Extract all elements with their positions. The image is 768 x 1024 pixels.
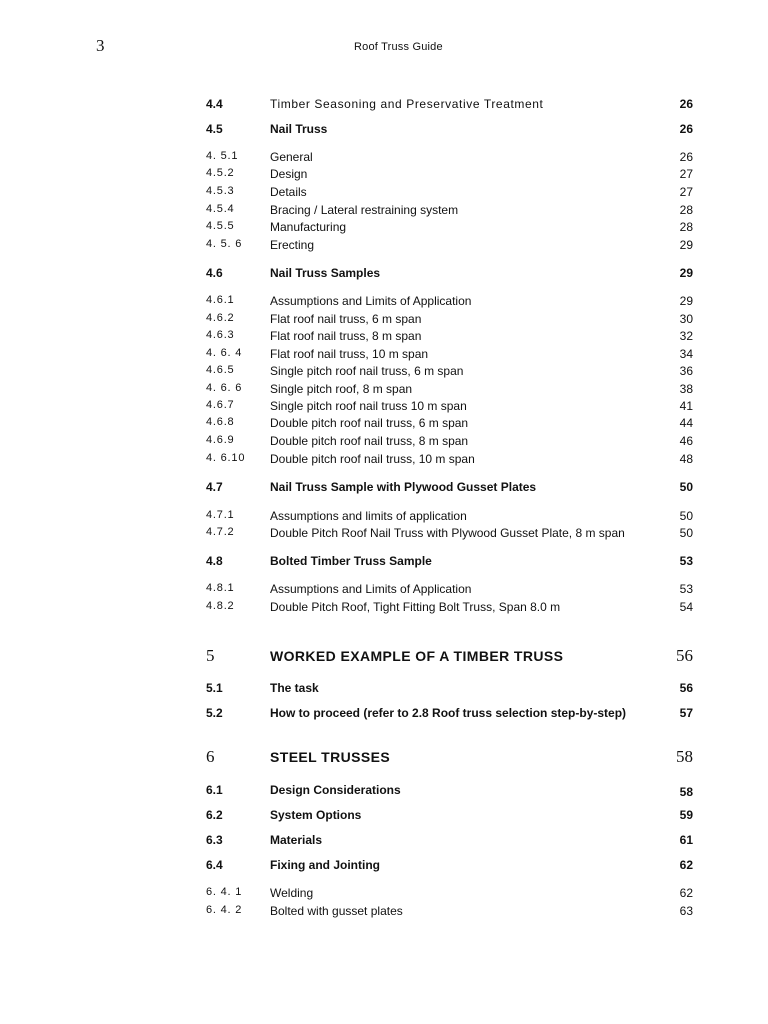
toc-entry-title: Design Considerations — [270, 783, 401, 797]
toc-entry-6-4 — [0, 858, 768, 874]
toc-entry-4-5-1 — [0, 150, 768, 166]
toc-entry-title: Details — [270, 185, 307, 199]
toc-entry-number: 4.6.5 — [206, 364, 235, 376]
toc-entry-4-5 — [0, 122, 768, 138]
toc-entry-page: 50 — [679, 526, 693, 540]
toc-chapter-5 — [0, 646, 768, 666]
toc-entry-4-8 — [0, 554, 768, 570]
toc-entry-title: Fixing and Jointing — [270, 858, 380, 872]
toc-entry-page: 58 — [679, 785, 693, 799]
toc-entry-6-1 — [0, 783, 768, 799]
toc-entry-number: 4.5 — [206, 122, 223, 136]
toc-entry-number: 4. 5.1 — [206, 150, 239, 162]
toc-entry-4-7-2 — [0, 526, 768, 542]
toc-entry-page: 50 — [679, 509, 693, 523]
toc-entry-4-5-3 — [0, 185, 768, 201]
toc-entry-page: 38 — [679, 382, 693, 396]
toc-entry-page: 26 — [679, 150, 693, 164]
toc-entry-4-7 — [0, 480, 768, 496]
toc-entry-page: 48 — [679, 452, 693, 466]
toc-entry-number: 4.6 — [206, 266, 223, 280]
toc-entry-number: 4.6.1 — [206, 294, 235, 306]
toc-entry-4-6-10 — [0, 452, 768, 468]
toc-entry-title: Single pitch roof, 8 m span — [270, 382, 413, 396]
toc-entry-number: 5 — [206, 646, 215, 665]
toc-entry-title: Nail Truss Sample with Plywood Gusset Plates — [270, 480, 537, 494]
toc-entry-number: 4.8 — [206, 554, 223, 568]
toc-entry-title: Double pitch roof nail truss, 8 m span — [270, 434, 469, 448]
toc-entry-page: 56 — [679, 681, 693, 695]
toc-entry-title: Flat roof nail truss, 8 m span — [270, 329, 422, 343]
toc-entry-page: 54 — [679, 600, 693, 614]
toc-entry-4-8-2 — [0, 600, 768, 616]
running-header: Roof Truss Guide — [354, 41, 443, 53]
toc-entry-page: 58 — [676, 747, 693, 766]
toc-entry-number: 4.8.2 — [206, 600, 235, 612]
toc-entry-title: STEEL TRUSSES — [270, 749, 391, 765]
toc-entry-page: 27 — [679, 185, 693, 199]
toc-entry-page: 62 — [679, 858, 693, 872]
toc-entry-page: 29 — [679, 294, 693, 308]
toc-entry-title: Double Pitch Roof, Tight Fitting Bolt Truss, Span 8.0 m — [270, 600, 561, 614]
toc-entry-title: WORKED EXAMPLE OF A TIMBER TRUSS — [270, 648, 564, 664]
toc-entry-page: 62 — [679, 886, 693, 900]
toc-entry-title: Materials — [270, 833, 323, 847]
toc-entry-4-6-6 — [0, 382, 768, 398]
toc-entry-number: 6.1 — [206, 783, 223, 797]
toc-entry-number: 4.5.5 — [206, 220, 235, 232]
toc-entry-title: System Options — [270, 808, 362, 822]
toc-entry-number: 6 — [206, 747, 215, 766]
toc-entry-4-6-8 — [0, 416, 768, 432]
toc-entry-page: 50 — [679, 480, 693, 494]
toc-entry-page: 30 — [679, 312, 693, 326]
toc-entry-page: 57 — [679, 706, 693, 720]
toc-entry-number: 4.6.3 — [206, 329, 235, 341]
toc-entry-4-5-5 — [0, 220, 768, 236]
toc-entry-title: How to proceed (refer to 2.8 Roof truss selection step-by-step) — [270, 706, 627, 720]
toc-entry-page: 56 — [676, 646, 693, 665]
toc-entry-number: 4.5.3 — [206, 185, 235, 197]
toc-entry-page: 28 — [679, 220, 693, 234]
toc-entry-page: 26 — [679, 122, 693, 136]
toc-entry-4-6-9 — [0, 434, 768, 450]
toc-entry-page: 29 — [679, 238, 693, 252]
toc-entry-4-5-2 — [0, 167, 768, 183]
toc-entry-title: Bolted Timber Truss Sample — [270, 554, 432, 568]
toc-entry-title: Assumptions and Limits of Application — [270, 294, 472, 308]
toc-entry-title: Design — [270, 167, 308, 181]
toc-entry-4-6-3 — [0, 329, 768, 345]
toc-entry-title: Double pitch roof nail truss, 6 m span — [270, 416, 469, 430]
toc-entry-title: Assumptions and Limits of Application — [270, 582, 472, 596]
toc-entry-6-2 — [0, 808, 768, 824]
toc-entry-title: General — [270, 150, 313, 164]
toc-entry-page: 27 — [679, 167, 693, 181]
toc-entry-4-6-1 — [0, 294, 768, 310]
toc-entry-title: Bolted with gusset plates — [270, 904, 403, 918]
toc-entry-number: 4. 5. 6 — [206, 238, 243, 250]
toc-entry-title: Single pitch roof nail truss 10 m span — [270, 399, 467, 413]
toc-entry-number: 4.5.4 — [206, 203, 235, 215]
toc-entry-number: 4. 6. 4 — [206, 347, 243, 359]
toc-entry-page: 63 — [679, 904, 693, 918]
toc-entry-title: Timber Seasoning and Preservative Treatment — [270, 97, 544, 111]
toc-entry-6-3 — [0, 833, 768, 849]
toc-entry-4-6-7 — [0, 399, 768, 415]
toc-entry-title: Double pitch roof nail truss, 10 m span — [270, 452, 475, 466]
toc-entry-number: 4.7 — [206, 480, 223, 494]
toc-entry-page: 44 — [679, 416, 693, 430]
page-number: 3 — [96, 36, 105, 55]
toc-entry-number: 6.3 — [206, 833, 223, 847]
toc-entry-number: 4.4 — [206, 97, 223, 111]
toc-entry-title: Assumptions and limits of application — [270, 509, 467, 523]
toc-entry-number: 6. 4. 2 — [206, 904, 243, 916]
toc-entry-number: 4. 6. 6 — [206, 382, 243, 394]
toc-entry-page: 61 — [679, 833, 693, 847]
toc-entry-title: Nail Truss — [270, 122, 328, 136]
toc-entry-title: Manufacturing — [270, 220, 347, 234]
toc-entry-number: 4.6.2 — [206, 312, 235, 324]
toc-entry-number: 4.7.1 — [206, 509, 235, 521]
toc-entry-number: 4. 6.10 — [206, 452, 246, 464]
toc-entry-title: Flat roof nail truss, 6 m span — [270, 312, 422, 326]
toc-entry-number: 6. 4. 1 — [206, 886, 243, 898]
toc-entry-4-6-5 — [0, 364, 768, 380]
toc-entry-page: 53 — [679, 554, 693, 568]
toc-entry-4-5-4 — [0, 203, 768, 219]
toc-entry-title: The task — [270, 681, 319, 695]
toc-entry-5-2 — [0, 706, 768, 722]
toc-entry-4-7-1 — [0, 509, 768, 525]
toc-entry-title: Bracing / Lateral restraining system — [270, 203, 459, 217]
toc-entry-4-6-4 — [0, 347, 768, 363]
toc-entry-6-4-2 — [0, 904, 768, 920]
toc-entry-6-4-1 — [0, 886, 768, 902]
toc-entry-number: 5.1 — [206, 681, 223, 695]
toc-chapter-6 — [0, 747, 768, 767]
toc-entry-number: 6.2 — [206, 808, 223, 822]
toc-entry-title: Single pitch roof nail truss, 6 m span — [270, 364, 464, 378]
toc-entry-title: Nail Truss Samples — [270, 266, 381, 280]
toc-entry-4-6 — [0, 266, 768, 282]
toc-entry-page: 34 — [679, 347, 693, 361]
toc-entry-number: 4.5.2 — [206, 167, 235, 179]
toc-entry-page: 26 — [679, 97, 693, 111]
toc-entry-4-6-2 — [0, 312, 768, 328]
toc-entry-number: 4.6.9 — [206, 434, 235, 446]
toc-entry-page: 53 — [679, 582, 693, 596]
toc-entry-page: 46 — [679, 434, 693, 448]
toc-entry-number: 4.7.2 — [206, 526, 235, 538]
toc-entry-number: 4.8.1 — [206, 582, 235, 594]
toc-entry-number: 4.6.8 — [206, 416, 235, 428]
toc-entry-page: 41 — [679, 399, 693, 413]
toc-entry-page: 28 — [679, 203, 693, 217]
toc-entry-page: 59 — [679, 808, 693, 822]
toc-entry-5-1 — [0, 681, 768, 697]
toc-entry-title: Welding — [270, 886, 314, 900]
toc-entry-title: Erecting — [270, 238, 315, 252]
toc-entry-title: Flat roof nail truss, 10 m span — [270, 347, 429, 361]
toc-entry-4-8-1 — [0, 582, 768, 598]
toc-entry-title: Double Pitch Roof Nail Truss with Plywood Gusset Plate, 8 m span — [270, 526, 625, 540]
toc-entry-number: 6.4 — [206, 858, 223, 872]
toc-entry-page: 32 — [679, 329, 693, 343]
toc-entry-4-5-6 — [0, 238, 768, 254]
toc-entry-page: 29 — [679, 266, 693, 280]
toc-entry-number: 4.6.7 — [206, 399, 235, 411]
toc-entry-page: 36 — [679, 364, 693, 378]
toc-entry-4-4 — [0, 97, 768, 113]
toc-entry-number: 5.2 — [206, 706, 223, 720]
